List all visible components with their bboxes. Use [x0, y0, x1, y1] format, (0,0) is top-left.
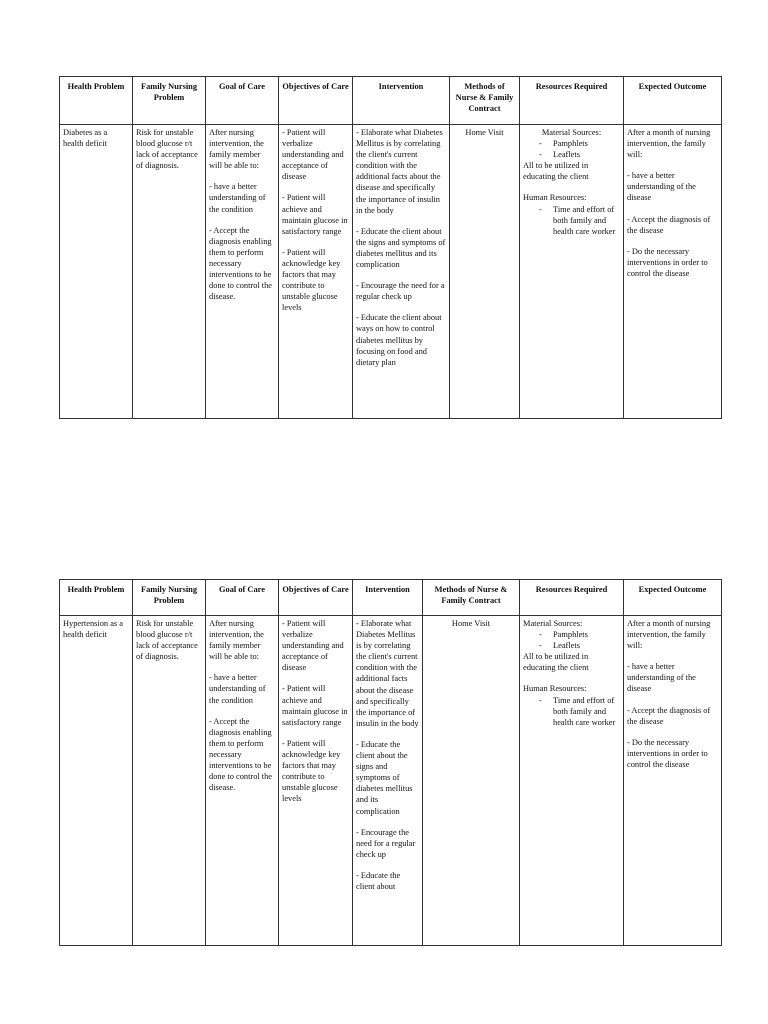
table-row	[60, 616, 722, 946]
human-resources-label: Human Resources:	[523, 193, 587, 203]
header-methods: Methods of Nurse & Family Contract	[450, 77, 520, 125]
header-objectives-of-care: Objectives of Care	[279, 77, 353, 125]
outcome-item: - have a better understanding of the disease	[627, 662, 696, 694]
cell-objectives	[279, 616, 353, 946]
header-resources: Resources Required	[520, 580, 624, 616]
objective-item: - Patient will achieve and maintain glucose in satisfactory range	[282, 684, 348, 727]
material-note: All to be utilized in educating the client	[523, 652, 589, 673]
human-resource-item: - Time and effort of both family and health care worker	[553, 695, 620, 728]
outcome-item: - have a better understanding of the disease	[627, 171, 696, 203]
human-resource-item: - Time and effort of both family and health care worker	[553, 204, 620, 237]
table-row	[60, 125, 722, 419]
intervention-item: - Educate the client about the signs and symptoms of diabetes mellitus and its complication	[356, 226, 446, 270]
cell-nursing-problem: Risk for unstable blood glucose r/t lack of acceptance of diagnosis.	[133, 125, 206, 419]
header-intervention: Intervention	[353, 77, 450, 125]
material-item: - Pamphlets	[553, 629, 620, 640]
goal-intro: After nursing intervention, the family member will be able to:	[209, 128, 264, 171]
intervention-item: - Educate the client about the signs and symptoms of diabetes mellitus and its complication	[356, 739, 413, 816]
cell-outcome	[624, 616, 722, 946]
header-intervention: Intervention	[353, 580, 423, 616]
care-plan-table-1	[59, 76, 722, 419]
cell-health-problem: Diabetes as a health deficit	[60, 125, 133, 419]
material-note: All to be utilized in educating the client	[523, 161, 589, 182]
intervention-item: - Encourage the need for a regular check up	[356, 827, 416, 859]
cell-health-problem: Hypertension as a health deficit	[60, 616, 133, 946]
outcome-item: - Do the necessary interventions in order to control the disease	[627, 737, 708, 769]
material-item: - Leaflets	[553, 640, 620, 651]
intervention-item: - Encourage the need for a regular check up	[356, 281, 445, 302]
header-expected-outcome: Expected Outcome	[624, 77, 722, 125]
outcome-item: - Accept the diagnosis of the disease	[627, 214, 711, 235]
header-methods: Methods of Nurse & Family Contract	[423, 580, 520, 616]
intervention-item: - Educate the client about ways on how to control diabetes mellitus by focusing on food and dietary plan	[356, 313, 442, 367]
cell-resources	[520, 125, 624, 419]
goal-item: - have a better understanding of the condition	[209, 673, 266, 705]
cell-goal	[206, 125, 279, 419]
intervention-item: - Elaborate what Diabetes Mellitus is by correlating the client's current condition with the additional facts about the disease and specifically the importance of insulin in the body	[356, 619, 419, 728]
header-expected-outcome: Expected Outcome	[624, 580, 722, 616]
objective-item: - Patient will verbalize understanding and acceptance of disease	[282, 619, 344, 673]
material-label: Material Sources:	[523, 619, 583, 628]
cell-nursing-problem: Risk for unstable blood glucose r/t lack of acceptance of diagnosis.	[133, 616, 206, 946]
header-resources: Resources Required	[520, 77, 624, 125]
header-objectives-of-care: Objectives of Care	[279, 580, 353, 616]
care-plan-table-2	[59, 579, 722, 946]
table-header-row	[60, 580, 722, 616]
intervention-item: - Educate the client about	[356, 870, 401, 891]
cell-intervention	[353, 616, 423, 946]
outcome-intro: After a month of nursing intervention, the family will:	[627, 619, 711, 651]
header-family-nursing-problem: Family Nursing Problem	[133, 77, 206, 125]
objective-item: - Patient will acknowledge key factors that may contribute to unstable glucose levels	[282, 738, 341, 804]
header-goal-of-care: Goal of Care	[206, 77, 279, 125]
objective-item: - Patient will achieve and maintain glucose in satisfactory range	[282, 193, 348, 236]
outcome-intro: After a month of nursing intervention, the family will:	[627, 128, 711, 160]
cell-intervention	[353, 125, 450, 419]
header-family-nursing-problem: Family Nursing Problem	[133, 580, 206, 616]
goal-item: - Accept the diagnosis enabling them to perform necessary interventions to be done to control the disease.	[209, 225, 273, 302]
table-header-row	[60, 77, 722, 125]
goal-item: - Accept the diagnosis enabling them to perform necessary interventions to be done to control the disease.	[209, 716, 273, 793]
cell-objectives	[279, 125, 353, 419]
cell-method: Home Visit	[423, 616, 520, 946]
header-goal-of-care: Goal of Care	[206, 580, 279, 616]
cell-goal	[206, 616, 279, 946]
cell-resources	[520, 616, 624, 946]
outcome-item: - Do the necessary interventions in order to control the disease	[627, 246, 708, 278]
objective-item: - Patient will verbalize understanding and acceptance of disease	[282, 128, 344, 182]
intervention-item: - Elaborate what Diabetes Mellitus is by correlating the client's current condition with the additional facts about the disease and specifically the importance of insulin in the body	[356, 128, 443, 215]
outcome-item: - Accept the diagnosis of the disease	[627, 705, 711, 726]
goal-item: - have a better understanding of the condition	[209, 182, 266, 214]
cell-method: Home Visit	[450, 125, 520, 419]
material-label: Material Sources:	[541, 128, 602, 137]
header-health-problem: Health Problem	[60, 77, 133, 125]
material-item: - Leaflets	[553, 149, 620, 160]
cell-outcome	[624, 125, 722, 419]
objective-item: - Patient will acknowledge key factors that may contribute to unstable glucose levels	[282, 247, 341, 313]
header-health-problem: Health Problem	[60, 580, 133, 616]
material-item: - Pamphlets	[553, 138, 620, 149]
human-resources-label: Human Resources:	[523, 684, 587, 694]
goal-intro: After nursing intervention, the family member will be able to:	[209, 619, 264, 662]
